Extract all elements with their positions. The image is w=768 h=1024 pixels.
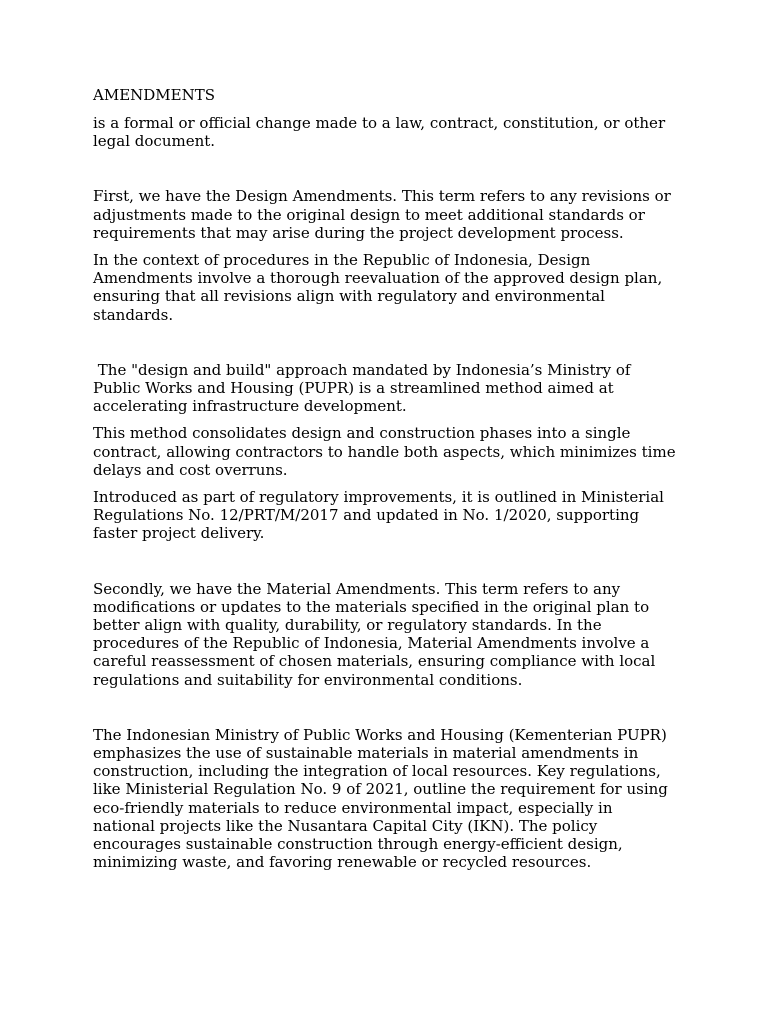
paragraph-design-amendments-intro: First, we have the Design Amendments. This term refers to any revisions or adjustments made to the original design to meet additional standards or requirements that may arise during the project development process. (93, 187, 671, 242)
document-title: AMENDMENTS (93, 86, 216, 104)
document-body (93, 85, 678, 881)
paragraph-design-and-build: The "design and build" approach mandated by Indonesia’s Ministry of Public Works and Housing (PUPR) is a streamlined method aimed at accelerating infrastructure development. (93, 360, 636, 416)
paragraph-material-amendments: Secondly, we have the Material Amendments. This term refers to any modifications or updates to the materials specified in the original plan to better align with quality, durability, or regulatory standards. In the procedures of the Republic of Indonesia, Material Amendments involve a careful reassessment of chosen materials, ensuring compliance with local regulations and suitability for environmental conditions. (93, 579, 656, 689)
paragraph-design-amendments-indonesia: In the context of procedures in the Republic of Indonesia, Design Amendments involve a thorough reevaluation of the approved design plan, ensuring that all revisions align with regulatory and environmental standards. (93, 251, 663, 324)
paragraph-spacer (93, 698, 678, 726)
paragraph-spacer (93, 159, 678, 187)
paragraph-spacer (93, 552, 678, 580)
paragraph-sustainable-materials: The Indonesian Ministry of Public Works and Housing (Kementerian PUPR) emphasizes the use of sustainable materials in material amendments in construction, including the integration of local resources. Key regulations, like Ministerial Regulation No. 9 of 2021, outline the requirement for using eco-friendly materials to reduce environmental impact, especially in national projects like the Nusantara Capital City (IKN). The policy encourages sustainable construction through energy-efficient design, minimizing waste, and favoring renewable or recycled resources. (93, 725, 668, 872)
paragraph-method-consolidation: This method consolidates design and construction phases into a single contract, allowing contractors to handle both aspects, which minimizes time delays and cost overruns. (93, 424, 676, 479)
paragraph-definition: is a formal or official change made to a law, contract, constitution, or other legal document. (93, 114, 666, 151)
paragraph-regulations: Introduced as part of regulatory improvements, it is outlined in Ministerial Regulations No. 12/PRT/M/2017 and updated in No. 1/2020, supporting faster project delivery. (93, 488, 664, 543)
paragraph-spacer (93, 333, 678, 361)
